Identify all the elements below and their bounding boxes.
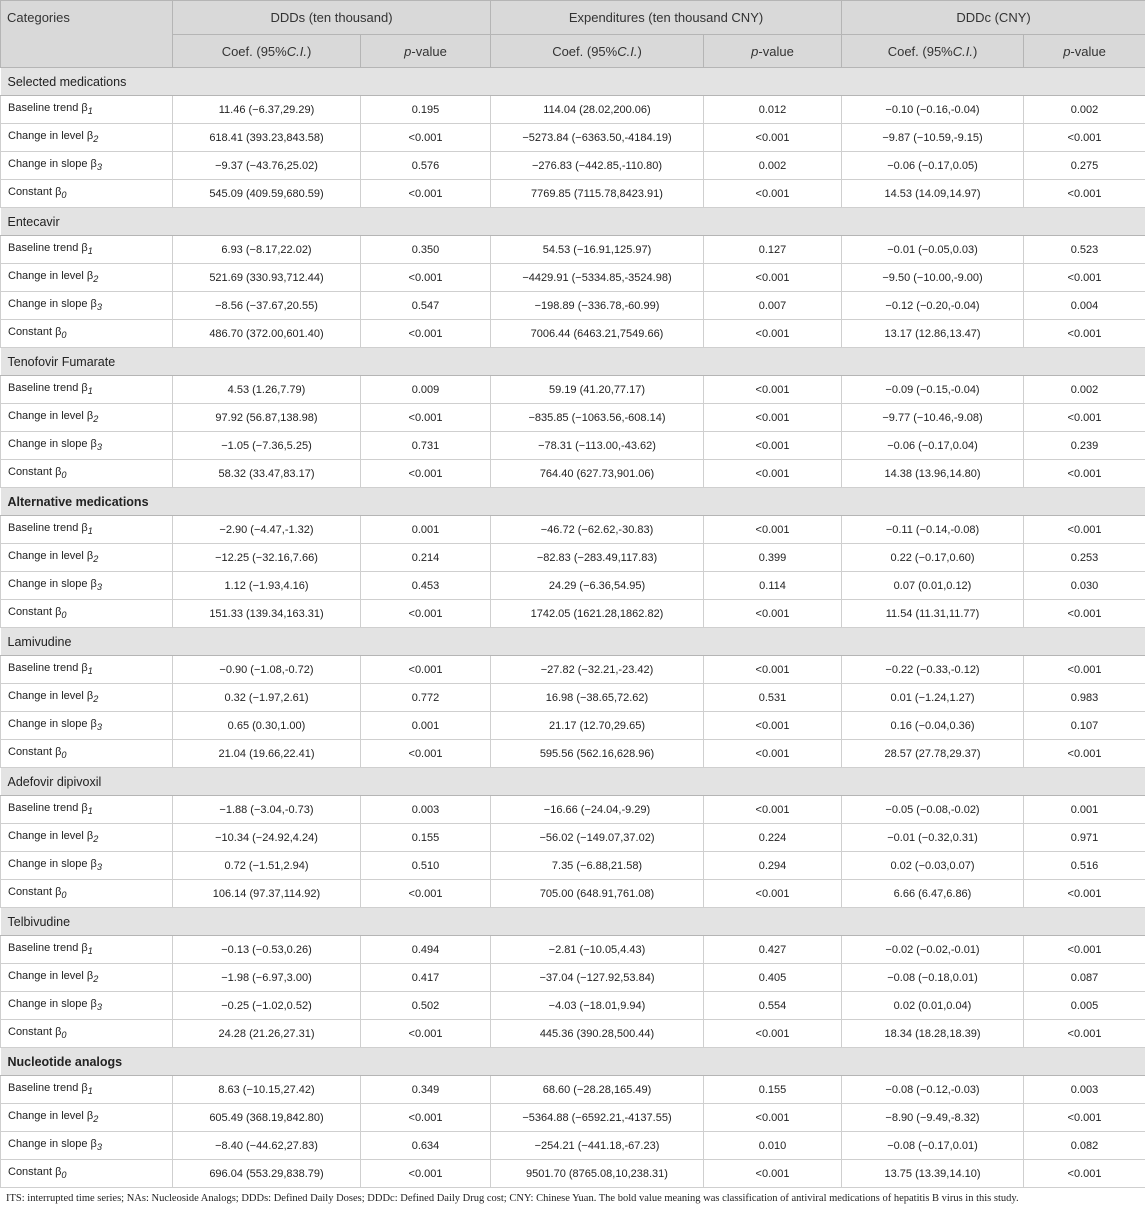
row-label: Change in level $\beta_2$: [1, 824, 173, 852]
ddds-coef-cell: 1.12 (−1.93,4.16): [173, 572, 361, 600]
dddc-coef-cell: −0.08 (−0.18,0.01): [842, 964, 1024, 992]
dddc-coef-cell: −9.87 (−10.59,-9.15): [842, 124, 1024, 152]
dddc-pvalue-cell: 0.005: [1024, 992, 1145, 1020]
dddc-coef-cell: 28.57 (27.78,29.37): [842, 740, 1024, 768]
table-row: [1, 1132, 1145, 1160]
exp-pvalue-cell: 0.114: [704, 572, 842, 600]
exp-pvalue-cell: <0.001: [704, 124, 842, 152]
dddc-coef-cell: −0.22 (−0.33,-0.12): [842, 656, 1024, 684]
dddc-pvalue-cell: 0.983: [1024, 684, 1145, 712]
exp-coef-cell: 7.35 (−6.88,21.58): [491, 852, 704, 880]
row-label: Baseline trend $\beta_1$: [1, 936, 173, 964]
exp-pvalue-cell: 0.294: [704, 852, 842, 880]
dddc-pvalue-cell: <0.001: [1024, 656, 1145, 684]
exp-pvalue-cell: <0.001: [704, 740, 842, 768]
exp-coef-cell: 445.36 (390.28,500.44): [491, 1020, 704, 1048]
group-label: Alternative medications: [1, 488, 1145, 516]
table-row: [1, 1020, 1145, 1048]
dddc-pvalue-cell: <0.001: [1024, 264, 1145, 292]
exp-coef-cell: −198.89 (−336.78,-60.99): [491, 292, 704, 320]
dddc-coef-cell: 6.66 (6.47,6.86): [842, 880, 1024, 908]
exp-pvalue-cell: <0.001: [704, 1104, 842, 1132]
ddds-coef-cell: 0.72 (−1.51,2.94): [173, 852, 361, 880]
exp-coef-cell: 7006.44 (6463.21,7549.66): [491, 320, 704, 348]
row-label: Change in slope $\beta_3$: [1, 852, 173, 880]
table-row: [1, 964, 1145, 992]
exp-pvalue-cell: 0.427: [704, 936, 842, 964]
table-row: [1, 236, 1145, 264]
row-label: Baseline trend $\beta_1$: [1, 236, 173, 264]
table-row: [1, 1160, 1145, 1188]
ddds-pvalue-cell: 0.195: [361, 96, 491, 124]
ddds-pvalue-cell: 0.731: [361, 432, 491, 460]
dddc-pvalue-cell: <0.001: [1024, 460, 1145, 488]
table-row: [1, 880, 1145, 908]
exp-pvalue-cell: 0.399: [704, 544, 842, 572]
dddc-coef-cell: −0.05 (−0.08,-0.02): [842, 796, 1024, 824]
dddc-pvalue-cell: 0.082: [1024, 1132, 1145, 1160]
exp-coef-cell: −276.83 (−442.85,-110.80): [491, 152, 704, 180]
dddc-coef-cell: 11.54 (11.31,11.77): [842, 600, 1024, 628]
dddc-pvalue-cell: 0.971: [1024, 824, 1145, 852]
table-row: [1, 404, 1145, 432]
ddds-pvalue-cell: 0.155: [361, 824, 491, 852]
header-dddc: DDDc (CNY): [842, 1, 1145, 35]
exp-coef-cell: −5364.88 (−6592.21,-4137.55): [491, 1104, 704, 1132]
exp-pvalue-cell: 0.007: [704, 292, 842, 320]
exp-pvalue-cell: <0.001: [704, 320, 842, 348]
exp-coef-cell: −56.02 (−149.07,37.02): [491, 824, 704, 852]
table-footnote: ITS: interrupted time series; NAs: Nucleoside Analogs; DDDs: Defined Daily Doses; DDDc: Defined Daily Drug cost; CNY: Chinese Yuan. The bold value meaning was classification of antiviral medications of hepatitis B virus in this study.: [6, 1193, 1019, 1204]
exp-pvalue-cell: <0.001: [704, 516, 842, 544]
dddc-pvalue-cell: 0.523: [1024, 236, 1145, 264]
ddds-pvalue-cell: <0.001: [361, 740, 491, 768]
dddc-pvalue-cell: 0.253: [1024, 544, 1145, 572]
exp-pvalue-cell: <0.001: [704, 1160, 842, 1188]
dddc-pvalue-cell: <0.001: [1024, 516, 1145, 544]
row-label: Change in slope $\beta_3$: [1, 432, 173, 460]
header-coef: Coef. (95%C.I.): [491, 35, 704, 68]
exp-coef-cell: −37.04 (−127.92,53.84): [491, 964, 704, 992]
table-row: [1, 684, 1145, 712]
group-label: Tenofovir Fumarate: [1, 348, 1145, 376]
ddds-pvalue-cell: <0.001: [361, 124, 491, 152]
ddds-coef-cell: −8.40 (−44.62,27.83): [173, 1132, 361, 1160]
exp-coef-cell: 114.04 (28.02,200.06): [491, 96, 704, 124]
exp-pvalue-cell: <0.001: [704, 600, 842, 628]
row-label: Constant $\beta_0$: [1, 880, 173, 908]
dddc-coef-cell: 0.02 (0.01,0.04): [842, 992, 1024, 1020]
row-label: Baseline trend $\beta_1$: [1, 796, 173, 824]
ddds-coef-cell: −9.37 (−43.76,25.02): [173, 152, 361, 180]
exp-coef-cell: −82.83 (−283.49,117.83): [491, 544, 704, 572]
exp-coef-cell: 24.29 (−6.36,54.95): [491, 572, 704, 600]
ddds-coef-cell: 696.04 (553.29,838.79): [173, 1160, 361, 1188]
row-label: Baseline trend $\beta_1$: [1, 1076, 173, 1104]
ddds-pvalue-cell: <0.001: [361, 1160, 491, 1188]
group-label: Selected medications: [1, 68, 1145, 96]
row-label: Baseline trend $\beta_1$: [1, 656, 173, 684]
exp-coef-cell: −4429.91 (−5334.85,-3524.98): [491, 264, 704, 292]
exp-coef-cell: −16.66 (−24.04,-9.29): [491, 796, 704, 824]
exp-coef-cell: 68.60 (−28.28,165.49): [491, 1076, 704, 1104]
dddc-pvalue-cell: <0.001: [1024, 404, 1145, 432]
dddc-pvalue-cell: 0.275: [1024, 152, 1145, 180]
ddds-pvalue-cell: <0.001: [361, 320, 491, 348]
table-row: [1, 796, 1145, 824]
dddc-pvalue-cell: 0.030: [1024, 572, 1145, 600]
dddc-coef-cell: 0.22 (−0.17,0.60): [842, 544, 1024, 572]
dddc-pvalue-cell: 0.087: [1024, 964, 1145, 992]
table-row: [1, 152, 1145, 180]
row-label: Baseline trend $\beta_1$: [1, 516, 173, 544]
table-row: [1, 1076, 1145, 1104]
table-row: [1, 740, 1145, 768]
dddc-pvalue-cell: 0.002: [1024, 376, 1145, 404]
exp-coef-cell: 595.56 (562.16,628.96): [491, 740, 704, 768]
exp-coef-cell: −5273.84 (−6363.50,-4184.19): [491, 124, 704, 152]
table-body: [1, 68, 1145, 1188]
ddds-coef-cell: 0.65 (0.30,1.00): [173, 712, 361, 740]
dddc-coef-cell: −0.06 (−0.17,0.05): [842, 152, 1024, 180]
exp-pvalue-cell: 0.012: [704, 96, 842, 124]
dddc-pvalue-cell: <0.001: [1024, 1020, 1145, 1048]
header-pvalue: p-value: [1024, 35, 1145, 68]
table-row: [1, 460, 1145, 488]
exp-pvalue-cell: 0.531: [704, 684, 842, 712]
dddc-pvalue-cell: <0.001: [1024, 1104, 1145, 1132]
exp-pvalue-cell: <0.001: [704, 880, 842, 908]
ddds-pvalue-cell: <0.001: [361, 264, 491, 292]
dddc-pvalue-cell: 0.003: [1024, 1076, 1145, 1104]
ddds-coef-cell: −1.98 (−6.97,3.00): [173, 964, 361, 992]
dddc-pvalue-cell: <0.001: [1024, 320, 1145, 348]
dddc-coef-cell: 14.53 (14.09,14.97): [842, 180, 1024, 208]
ddds-pvalue-cell: 0.214: [361, 544, 491, 572]
exp-coef-cell: 7769.85 (7115.78,8423.91): [491, 180, 704, 208]
table-row: [1, 712, 1145, 740]
dddc-coef-cell: −9.50 (−10.00,-9.00): [842, 264, 1024, 292]
header-coef: Coef. (95%C.I.): [842, 35, 1024, 68]
row-label: Constant $\beta_0$: [1, 460, 173, 488]
ddds-pvalue-cell: 0.009: [361, 376, 491, 404]
ddds-pvalue-cell: <0.001: [361, 180, 491, 208]
ddds-pvalue-cell: 0.001: [361, 516, 491, 544]
ddds-coef-cell: 0.32 (−1.97,2.61): [173, 684, 361, 712]
table-row: [1, 544, 1145, 572]
table-row: [1, 124, 1145, 152]
header-pvalue: p-value: [704, 35, 842, 68]
row-label: Change in level $\beta_2$: [1, 264, 173, 292]
table-row: [1, 936, 1145, 964]
ddds-coef-cell: 605.49 (368.19,842.80): [173, 1104, 361, 1132]
group-label: Entecavir: [1, 208, 1145, 236]
ddds-pvalue-cell: 0.502: [361, 992, 491, 1020]
exp-pvalue-cell: <0.001: [704, 180, 842, 208]
dddc-pvalue-cell: <0.001: [1024, 1160, 1145, 1188]
dddc-pvalue-cell: <0.001: [1024, 880, 1145, 908]
ddds-coef-cell: 545.09 (409.59,680.59): [173, 180, 361, 208]
dddc-pvalue-cell: 0.239: [1024, 432, 1145, 460]
ddds-pvalue-cell: 0.349: [361, 1076, 491, 1104]
ddds-coef-cell: −0.90 (−1.08,-0.72): [173, 656, 361, 684]
ddds-pvalue-cell: <0.001: [361, 656, 491, 684]
dddc-coef-cell: −0.10 (−0.16,-0.04): [842, 96, 1024, 124]
group-label: Lamivudine: [1, 628, 1145, 656]
ddds-coef-cell: 8.63 (−10.15,27.42): [173, 1076, 361, 1104]
row-label: Constant $\beta_0$: [1, 600, 173, 628]
exp-pvalue-cell: <0.001: [704, 460, 842, 488]
exp-pvalue-cell: 0.405: [704, 964, 842, 992]
exp-coef-cell: 16.98 (−38.65,72.62): [491, 684, 704, 712]
dddc-pvalue-cell: 0.107: [1024, 712, 1145, 740]
ddds-pvalue-cell: 0.417: [361, 964, 491, 992]
exp-pvalue-cell: 0.127: [704, 236, 842, 264]
table-header: [1, 1, 1145, 68]
dddc-pvalue-cell: 0.001: [1024, 796, 1145, 824]
exp-coef-cell: 54.53 (−16.91,125.97): [491, 236, 704, 264]
header-pvalue: p-value: [361, 35, 491, 68]
exp-coef-cell: −2.81 (−10.05,4.43): [491, 936, 704, 964]
row-label: Change in slope $\beta_3$: [1, 712, 173, 740]
ddds-coef-cell: 6.93 (−8.17,22.02): [173, 236, 361, 264]
group-row: [1, 628, 1145, 656]
group-row: [1, 908, 1145, 936]
ddds-pvalue-cell: 0.772: [361, 684, 491, 712]
ddds-coef-cell: −0.13 (−0.53,0.26): [173, 936, 361, 964]
ddds-coef-cell: 21.04 (19.66,22.41): [173, 740, 361, 768]
dddc-coef-cell: 14.38 (13.96,14.80): [842, 460, 1024, 488]
ddds-pvalue-cell: 0.634: [361, 1132, 491, 1160]
ddds-pvalue-cell: 0.350: [361, 236, 491, 264]
ddds-coef-cell: 521.69 (330.93,712.44): [173, 264, 361, 292]
dddc-coef-cell: −0.08 (−0.17,0.01): [842, 1132, 1024, 1160]
dddc-pvalue-cell: <0.001: [1024, 180, 1145, 208]
header-expenditures: Expenditures (ten thousand CNY): [491, 1, 842, 35]
row-label: Change in level $\beta_2$: [1, 1104, 173, 1132]
exp-pvalue-cell: <0.001: [704, 432, 842, 460]
ddds-coef-cell: −0.25 (−1.02,0.52): [173, 992, 361, 1020]
ddds-coef-cell: −12.25 (−32.16,7.66): [173, 544, 361, 572]
group-row: [1, 208, 1145, 236]
ddds-coef-cell: −1.05 (−7.36,5.25): [173, 432, 361, 460]
exp-coef-cell: −254.21 (−441.18,-67.23): [491, 1132, 704, 1160]
ddds-coef-cell: 106.14 (97.37,114.92): [173, 880, 361, 908]
ddds-coef-cell: −2.90 (−4.47,-1.32): [173, 516, 361, 544]
table-row: [1, 824, 1145, 852]
dddc-coef-cell: −8.90 (−9.49,-8.32): [842, 1104, 1024, 1132]
ddds-coef-cell: 486.70 (372.00,601.40): [173, 320, 361, 348]
ddds-pvalue-cell: 0.510: [361, 852, 491, 880]
exp-pvalue-cell: 0.554: [704, 992, 842, 1020]
group-label: Nucleotide analogs: [1, 1048, 1145, 1076]
group-label: Adefovir dipivoxil: [1, 768, 1145, 796]
row-label: Constant $\beta_0$: [1, 1160, 173, 1188]
dddc-coef-cell: 0.07 (0.01,0.12): [842, 572, 1024, 600]
header-coef: Coef. (95%C.I.): [173, 35, 361, 68]
row-label: Constant $\beta_0$: [1, 740, 173, 768]
exp-coef-cell: 764.40 (627.73,901.06): [491, 460, 704, 488]
group-label: Telbivudine: [1, 908, 1145, 936]
exp-coef-cell: −27.82 (−32.21,-23.42): [491, 656, 704, 684]
exp-coef-cell: 1742.05 (1621.28,1862.82): [491, 600, 704, 628]
table-row: [1, 432, 1145, 460]
header-ddds: DDDs (ten thousand): [173, 1, 491, 35]
row-label: Constant $\beta_0$: [1, 1020, 173, 1048]
dddc-coef-cell: −0.01 (−0.05,0.03): [842, 236, 1024, 264]
dddc-pvalue-cell: 0.002: [1024, 96, 1145, 124]
table-row: [1, 992, 1145, 1020]
row-label: Change in slope $\beta_3$: [1, 572, 173, 600]
table-row: [1, 1104, 1145, 1132]
dddc-coef-cell: −0.08 (−0.12,-0.03): [842, 1076, 1024, 1104]
ddds-pvalue-cell: <0.001: [361, 880, 491, 908]
ddds-coef-cell: 618.41 (393.23,843.58): [173, 124, 361, 152]
exp-pvalue-cell: <0.001: [704, 656, 842, 684]
table-row: [1, 180, 1145, 208]
group-row: [1, 68, 1145, 96]
ddds-coef-cell: 4.53 (1.26,7.79): [173, 376, 361, 404]
row-label: Baseline trend $\beta_1$: [1, 96, 173, 124]
dddc-coef-cell: 0.16 (−0.04,0.36): [842, 712, 1024, 740]
row-label: Change in level $\beta_2$: [1, 964, 173, 992]
group-row: [1, 348, 1145, 376]
dddc-coef-cell: −0.09 (−0.15,-0.04): [842, 376, 1024, 404]
dddc-coef-cell: −0.11 (−0.14,-0.08): [842, 516, 1024, 544]
exp-pvalue-cell: <0.001: [704, 404, 842, 432]
row-label: Change in level $\beta_2$: [1, 124, 173, 152]
ddds-pvalue-cell: <0.001: [361, 404, 491, 432]
table-row: [1, 852, 1145, 880]
exp-pvalue-cell: 0.155: [704, 1076, 842, 1104]
dddc-coef-cell: 0.02 (−0.03,0.07): [842, 852, 1024, 880]
exp-pvalue-cell: <0.001: [704, 712, 842, 740]
dddc-coef-cell: 18.34 (18.28,18.39): [842, 1020, 1024, 1048]
ddds-coef-cell: 97.92 (56.87,138.98): [173, 404, 361, 432]
table-row: [1, 572, 1145, 600]
ddds-coef-cell: 11.46 (−6.37,29.29): [173, 96, 361, 124]
exp-pvalue-cell: 0.010: [704, 1132, 842, 1160]
exp-coef-cell: 21.17 (12.70,29.65): [491, 712, 704, 740]
ddds-pvalue-cell: 0.003: [361, 796, 491, 824]
group-row: [1, 768, 1145, 796]
dddc-pvalue-cell: <0.001: [1024, 740, 1145, 768]
exp-coef-cell: 705.00 (648.91,761.08): [491, 880, 704, 908]
exp-pvalue-cell: <0.001: [704, 796, 842, 824]
row-label: Baseline trend $\beta_1$: [1, 376, 173, 404]
row-label: Change in level $\beta_2$: [1, 544, 173, 572]
ddds-coef-cell: −8.56 (−37.67,20.55): [173, 292, 361, 320]
ddds-pvalue-cell: 0.547: [361, 292, 491, 320]
dddc-coef-cell: 13.75 (13.39,14.10): [842, 1160, 1024, 1188]
ddds-coef-cell: 151.33 (139.34,163.31): [173, 600, 361, 628]
ddds-coef-cell: 24.28 (21.26,27.31): [173, 1020, 361, 1048]
table-row: [1, 600, 1145, 628]
dddc-coef-cell: −0.12 (−0.20,-0.04): [842, 292, 1024, 320]
table-row: [1, 320, 1145, 348]
exp-coef-cell: −835.85 (−1063.56,-608.14): [491, 404, 704, 432]
ddds-coef-cell: −10.34 (−24.92,4.24): [173, 824, 361, 852]
ddds-pvalue-cell: 0.494: [361, 936, 491, 964]
exp-coef-cell: 9501.70 (8765.08,10,238.31): [491, 1160, 704, 1188]
ddds-pvalue-cell: <0.001: [361, 1104, 491, 1132]
table-row: [1, 376, 1145, 404]
exp-pvalue-cell: <0.001: [704, 1020, 842, 1048]
exp-pvalue-cell: <0.001: [704, 264, 842, 292]
ddds-pvalue-cell: <0.001: [361, 600, 491, 628]
dddc-pvalue-cell: 0.516: [1024, 852, 1145, 880]
row-label: Change in slope $\beta_3$: [1, 292, 173, 320]
table-row: [1, 516, 1145, 544]
exp-pvalue-cell: 0.002: [704, 152, 842, 180]
dddc-coef-cell: −0.01 (−0.32,0.31): [842, 824, 1024, 852]
dddc-pvalue-cell: <0.001: [1024, 124, 1145, 152]
exp-coef-cell: −4.03 (−18.01,9.94): [491, 992, 704, 1020]
dddc-pvalue-cell: 0.004: [1024, 292, 1145, 320]
row-label: Change in slope $\beta_3$: [1, 992, 173, 1020]
row-label: Change in level $\beta_2$: [1, 684, 173, 712]
ddds-pvalue-cell: 0.453: [361, 572, 491, 600]
ddds-pvalue-cell: 0.576: [361, 152, 491, 180]
ddds-pvalue-cell: 0.001: [361, 712, 491, 740]
exp-coef-cell: −78.31 (−113.00,-43.62): [491, 432, 704, 460]
exp-pvalue-cell: 0.224: [704, 824, 842, 852]
dddc-coef-cell: −0.06 (−0.17,0.04): [842, 432, 1024, 460]
dddc-coef-cell: −9.77 (−10.46,-9.08): [842, 404, 1024, 432]
table-row: [1, 292, 1145, 320]
group-row: [1, 1048, 1145, 1076]
dddc-pvalue-cell: <0.001: [1024, 936, 1145, 964]
table-row: [1, 96, 1145, 124]
ddds-coef-cell: −1.88 (−3.04,-0.73): [173, 796, 361, 824]
dddc-coef-cell: 13.17 (12.86,13.47): [842, 320, 1024, 348]
row-label: Change in level $\beta_2$: [1, 404, 173, 432]
dddc-coef-cell: −0.02 (−0.02,-0.01): [842, 936, 1024, 964]
header-categories: Categories: [1, 1, 173, 68]
ddds-pvalue-cell: <0.001: [361, 1020, 491, 1048]
row-label: Change in slope $\beta_3$: [1, 1132, 173, 1160]
exp-coef-cell: −46.72 (−62.62,-30.83): [491, 516, 704, 544]
row-label: Change in slope $\beta_3$: [1, 152, 173, 180]
exp-coef-cell: 59.19 (41.20,77.17): [491, 376, 704, 404]
ddds-coef-cell: 58.32 (33.47,83.17): [173, 460, 361, 488]
exp-pvalue-cell: <0.001: [704, 376, 842, 404]
dddc-coef-cell: 0.01 (−1.24,1.27): [842, 684, 1024, 712]
table-row: [1, 264, 1145, 292]
row-label: Constant $\beta_0$: [1, 180, 173, 208]
table-row: [1, 656, 1145, 684]
row-label: Constant $\beta_0$: [1, 320, 173, 348]
ddds-pvalue-cell: <0.001: [361, 460, 491, 488]
dddc-pvalue-cell: <0.001: [1024, 600, 1145, 628]
group-row: [1, 488, 1145, 516]
